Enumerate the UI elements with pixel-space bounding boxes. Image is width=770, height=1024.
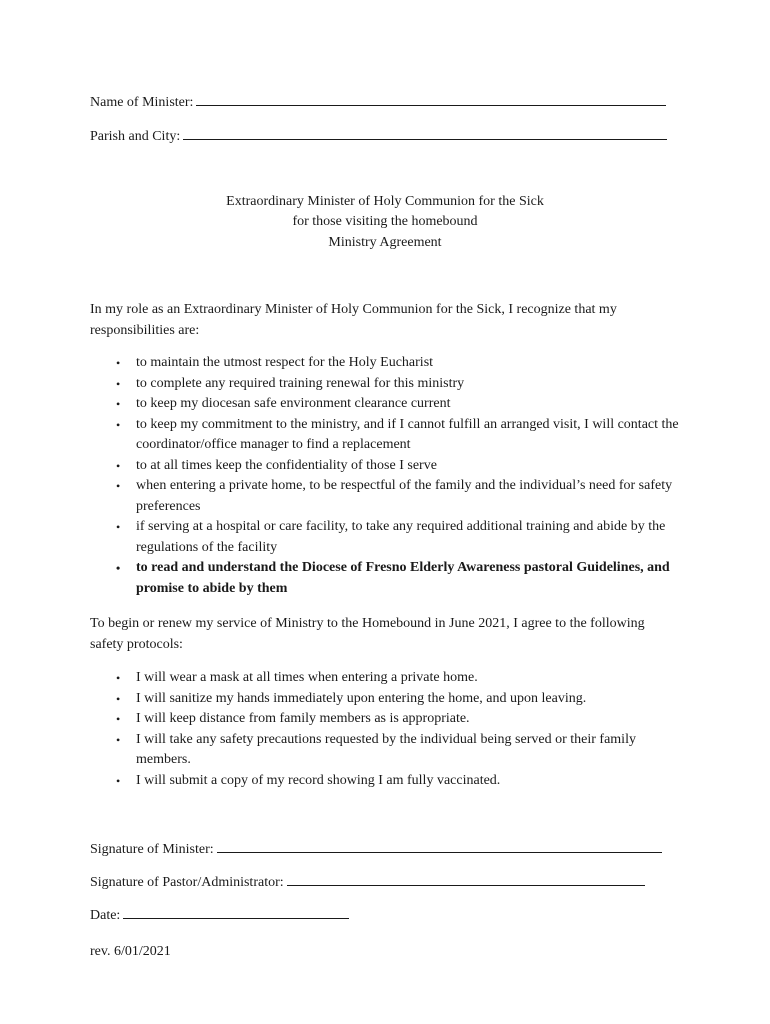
list-item: • I will submit a copy of my record showing I am fully vaccinated. [90, 771, 690, 792]
list-item: • when entering a private home, to be respectful of the family and the individual’s need for safety preferences [116, 478, 673, 514]
responsibilities-list [90, 353, 690, 599]
bullet-icon: • [116, 561, 121, 575]
minister-signature-field[interactable] [90, 840, 662, 859]
bullet-icon: • [116, 376, 121, 391]
list-item: • to complete any required training renewal for this ministry [90, 374, 690, 395]
bullet-icon: • [116, 356, 121, 370]
parish-city-line[interactable] [183, 127, 667, 140]
bullet-icon: • [116, 691, 121, 706]
list-item: • to read and understand the Diocese of Fresno Elderly Awareness pastoral Guidelines, and promise to abide by them [116, 560, 670, 596]
revision-note: rev. 6/01/2021 [90, 944, 171, 959]
list-item: • to keep my diocesan safe environment clearance current [90, 394, 690, 415]
title-line-3: Ministry Agreement [328, 235, 442, 250]
list-item: • I will keep distance from family members as is appropriate. [90, 709, 690, 730]
list-item: • to keep my commitment to the ministry, and if I cannot fulfill an arranged visit, I will contact the coordinator/office manager to find a replacement [116, 416, 679, 452]
list-item: • I will take any safety precautions requested by the individual being served or their family members. [116, 731, 636, 767]
parish-city-field[interactable] [90, 127, 667, 146]
date-field[interactable] [90, 906, 349, 925]
list-item: • to maintain the utmost respect for the Holy Eucharist [90, 353, 690, 374]
bullet-icon: • [116, 732, 121, 747]
title-line-2: for those visiting the homebound [292, 214, 478, 229]
bullet-icon: • [116, 773, 121, 788]
intro-paragraph: In my role as an Extraordinary Minister of Holy Communion for the Sick, I recognize that my responsibilities are: [90, 302, 617, 338]
bullet-icon: • [116, 397, 121, 411]
minister-name-field[interactable] [90, 93, 666, 112]
minister-name-line[interactable] [196, 93, 666, 106]
bullet-icon: • [116, 458, 121, 473]
list-item: • I will wear a mask at all times when entering a private home. [90, 668, 690, 689]
minister-signature-label: Signature of Minister: [90, 842, 214, 857]
pastor-signature-label: Signature of Pastor/Administrator: [90, 875, 284, 890]
protocols-list [90, 668, 690, 791]
bullet-icon: • [116, 520, 121, 534]
minister-name-label: Name of Minister: [90, 95, 194, 110]
bullet-icon: • [116, 417, 121, 432]
list-item: • if serving at a hospital or care facility, to take any required additional training and abide by the regulations of the facility [116, 519, 666, 555]
pastor-signature-line[interactable] [287, 873, 645, 886]
list-item: • I will sanitize my hands immediately upon entering the home, and upon leaving. [90, 689, 690, 710]
bullet-icon: • [116, 479, 121, 493]
title-line-1: Extraordinary Minister of Holy Communion for the Sick [226, 194, 544, 209]
protocols-intro-paragraph: To begin or renew my service of Ministry to the Homebound in June 2021, I agree to the following safety protocols: [90, 616, 645, 652]
date-line[interactable] [123, 906, 349, 919]
bullet-icon: • [116, 671, 121, 685]
date-label: Date: [90, 908, 121, 923]
bullet-icon: • [116, 712, 121, 726]
minister-signature-line[interactable] [217, 840, 662, 853]
parish-city-label: Parish and City: [90, 129, 181, 144]
pastor-signature-field[interactable] [90, 873, 645, 892]
list-item: • to at all times keep the confidentiality of those I serve [90, 456, 690, 477]
